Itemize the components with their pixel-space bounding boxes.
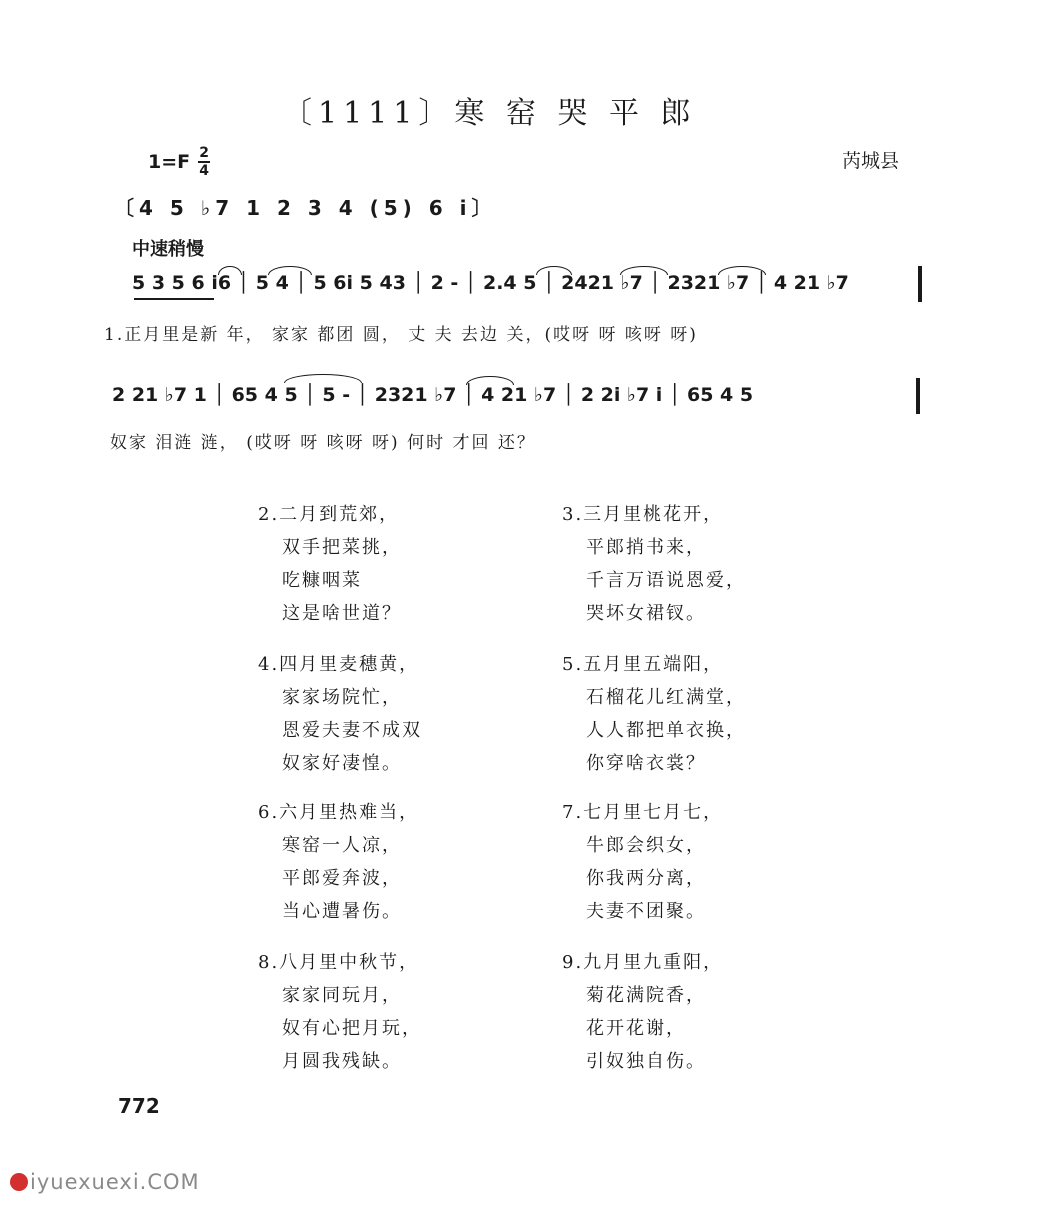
verse-4: 4.四月里麦穗黄， 家家场院忙， 恩爱夫妻不成双 奴家好凄惶。: [258, 654, 422, 774]
verse-7: 7.七月里七月七， 牛郎会织女， 你我两分离， 夫妻不团聚。: [562, 802, 724, 922]
verse-6: 6.六月里热难当， 寒窑一人凉， 平郎爱奔波， 当心遭暑伤。: [258, 802, 420, 922]
note-slur: [718, 266, 766, 275]
scale-line: 〔4 5 ♭7 1 2 3 4 (5) 6 i〕: [114, 196, 497, 220]
tempo-marking: 中速稍慢: [132, 239, 204, 260]
final-barline: [916, 378, 920, 414]
verse-2: 2.二月到荒郊， 双手把菜挑， 吃糠咽菜 这是啥世道？: [258, 504, 402, 624]
note-slur: [268, 266, 312, 275]
note-slur: [620, 266, 668, 275]
score-line-2-notes: 2 21 ♭7 1 │ 65 4 5 │ 5 - │ 2321 ♭7 │ 4 21 ♭7 │ 2 2i ♭7 i │ 65 4 5: [112, 384, 754, 406]
score-line-1-lyrics: 1.正月里是新 年， 家家 都团 圆， 丈 夫 去边 关，(哎呀 呀 咳呀 呀): [104, 325, 698, 345]
song-title: 〔1111〕寒 窑 哭 平 郎: [282, 96, 697, 131]
page-number: 772: [118, 1094, 160, 1118]
song-origin: 芮城县: [842, 150, 900, 172]
verse-3: 3.三月里桃花开， 平郎捎书来， 千言万语说恩爱， 哭坏女裙钗。: [562, 504, 746, 624]
score-line-1-notes: 5 3 5 6 i6 │ 5 4 │ 5 6i 5 43 │ 2 - │ 2.4 5 │ 2421 ♭7 │ 2321 ♭7 │ 4 21 ♭7: [132, 272, 849, 294]
site-watermark: iyuexuexi.COM: [10, 1170, 200, 1194]
note-slur: [466, 376, 514, 385]
note-slur: [218, 266, 242, 275]
note-beam: [134, 298, 214, 300]
note-slur: [284, 374, 362, 383]
logo-icon: [10, 1173, 28, 1191]
end-barline: [918, 266, 922, 302]
time-signature: $\frac{2}{4}$: [199, 145, 209, 179]
score-line-2-lyrics: 奴家 泪涟 涟， (哎呀 呀 咳呀 呀) 何时 才回 还？: [110, 433, 536, 453]
key-signature: [148, 146, 210, 178]
key-label: 1=F: [148, 151, 191, 173]
verse-8: 8.八月里中秋节， 家家同玩月， 奴有心把月玩， 月圆我残缺。: [258, 952, 422, 1072]
verse-9: 9.九月里九重阳， 菊花满院香， 花开花谢， 引奴独自伤。: [562, 952, 724, 1072]
note-slur: [536, 266, 572, 275]
verse-5: 5.五月里五端阳， 石榴花儿红满堂， 人人都把单衣换， 你穿啥衣裳？: [562, 654, 746, 774]
